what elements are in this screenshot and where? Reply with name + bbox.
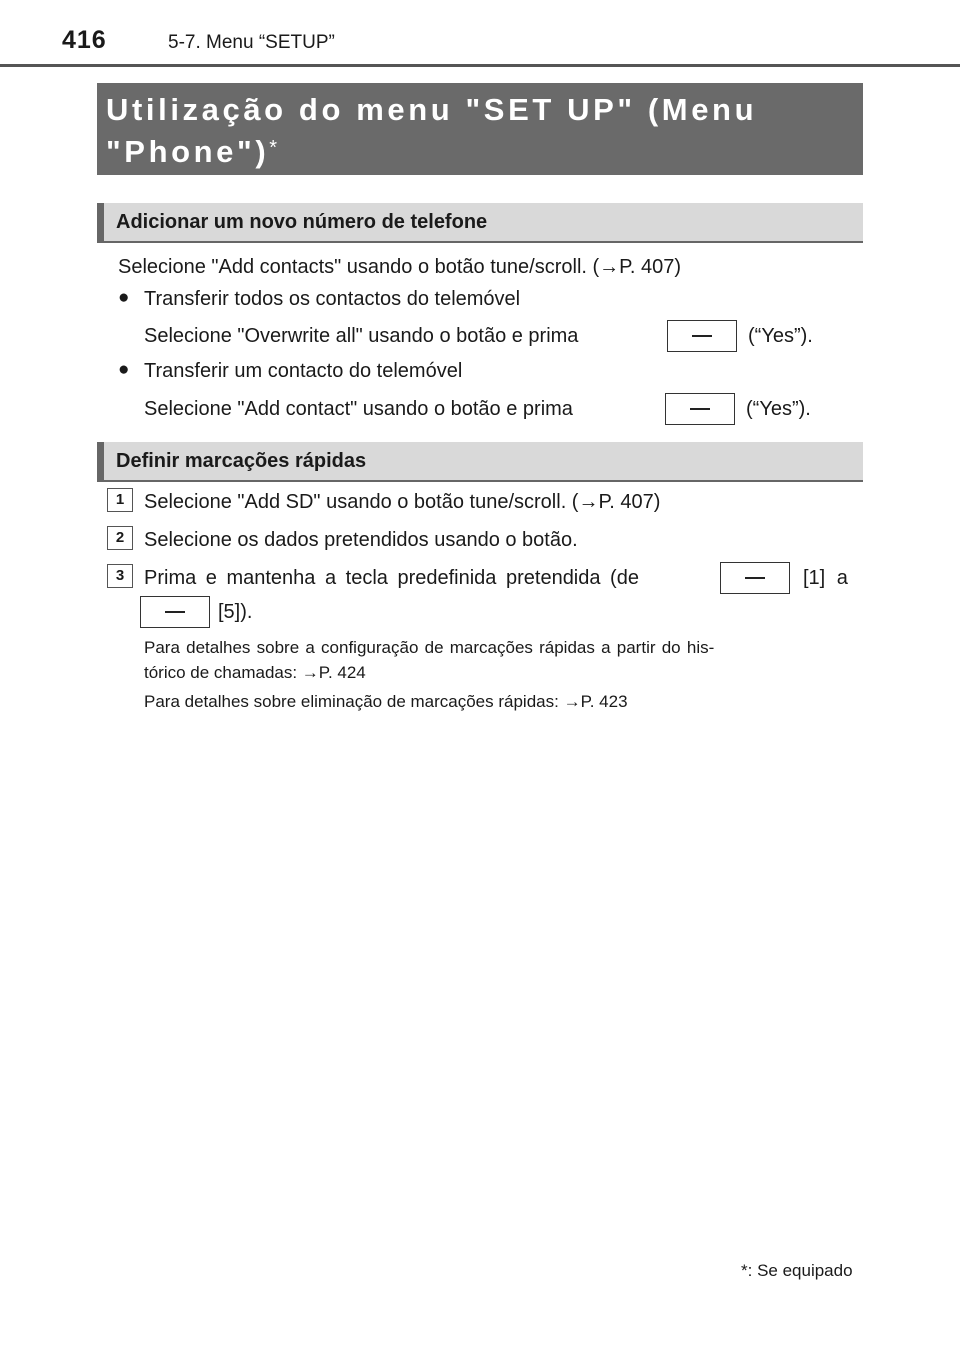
- subheading-speed-dial: [97, 442, 863, 482]
- step-number: 3: [107, 564, 133, 588]
- asterisk-mark: *: [269, 137, 281, 159]
- item-suffix: (“Yes”).: [746, 398, 811, 420]
- item-label: Transferir todos os contactos do telemóvel: [144, 288, 521, 310]
- subheading-add-number: [97, 203, 863, 243]
- note-text: Para detalhes sobre a configuração de marcações rápidas a partir do his-: [144, 638, 715, 657]
- item-suffix: (“Yes”).: [748, 325, 813, 347]
- footnote-text: : Se equipado: [747, 1261, 853, 1280]
- section-title-band: [97, 83, 863, 175]
- key-icon: [720, 562, 790, 594]
- item-instruction: Selecione "Overwrite all" usando o botão e prima: [144, 325, 579, 347]
- note-text: tórico de chamadas: →P. 424: [144, 663, 366, 682]
- section-title-line2: "Phone"): [106, 134, 270, 169]
- step-text-b: [1] a: [803, 567, 848, 589]
- step-number: 2: [107, 526, 133, 550]
- item-instruction: Selecione "Add contact" usando o botão e prima: [144, 398, 573, 420]
- intro-text: Selecione "Add contacts" usando o botão tune/scroll. (→P. 407): [118, 256, 682, 278]
- bullet-icon: ●: [118, 359, 130, 380]
- footnote: [741, 1261, 853, 1281]
- key-icon: [667, 320, 737, 352]
- page-number: 416: [62, 26, 107, 54]
- chapter-title: 5-7. Menu “SETUP”: [168, 32, 335, 53]
- footnote-mark: *: [741, 1261, 748, 1280]
- key-icon: [140, 596, 210, 628]
- note-text: Para detalhes sobre eliminação de marcações rápidas: →P. 423: [144, 692, 628, 711]
- step-text: Selecione os dados pretendidos usando o botão.: [144, 529, 578, 551]
- item-label: Transferir um contacto do telemóvel: [144, 360, 463, 382]
- section-title: [106, 89, 757, 173]
- header-rule: [0, 64, 960, 67]
- section-title-line1: Utilização do menu "SET UP" (Menu: [106, 92, 758, 127]
- subheading-text: Definir marcações rápidas: [116, 450, 367, 472]
- key-icon: [665, 393, 735, 425]
- step-text-c: [5]).: [218, 601, 253, 623]
- step-text: Selecione "Add SD" usando o botão tune/scroll. (→P. 407): [144, 491, 661, 513]
- bullet-icon: ●: [118, 287, 130, 308]
- step-text: Prima e mantenha a tecla predefinida pretendida (de: [144, 567, 639, 589]
- step-number: 1: [107, 488, 133, 512]
- subheading-text: Adicionar um novo número de telefone: [116, 211, 488, 233]
